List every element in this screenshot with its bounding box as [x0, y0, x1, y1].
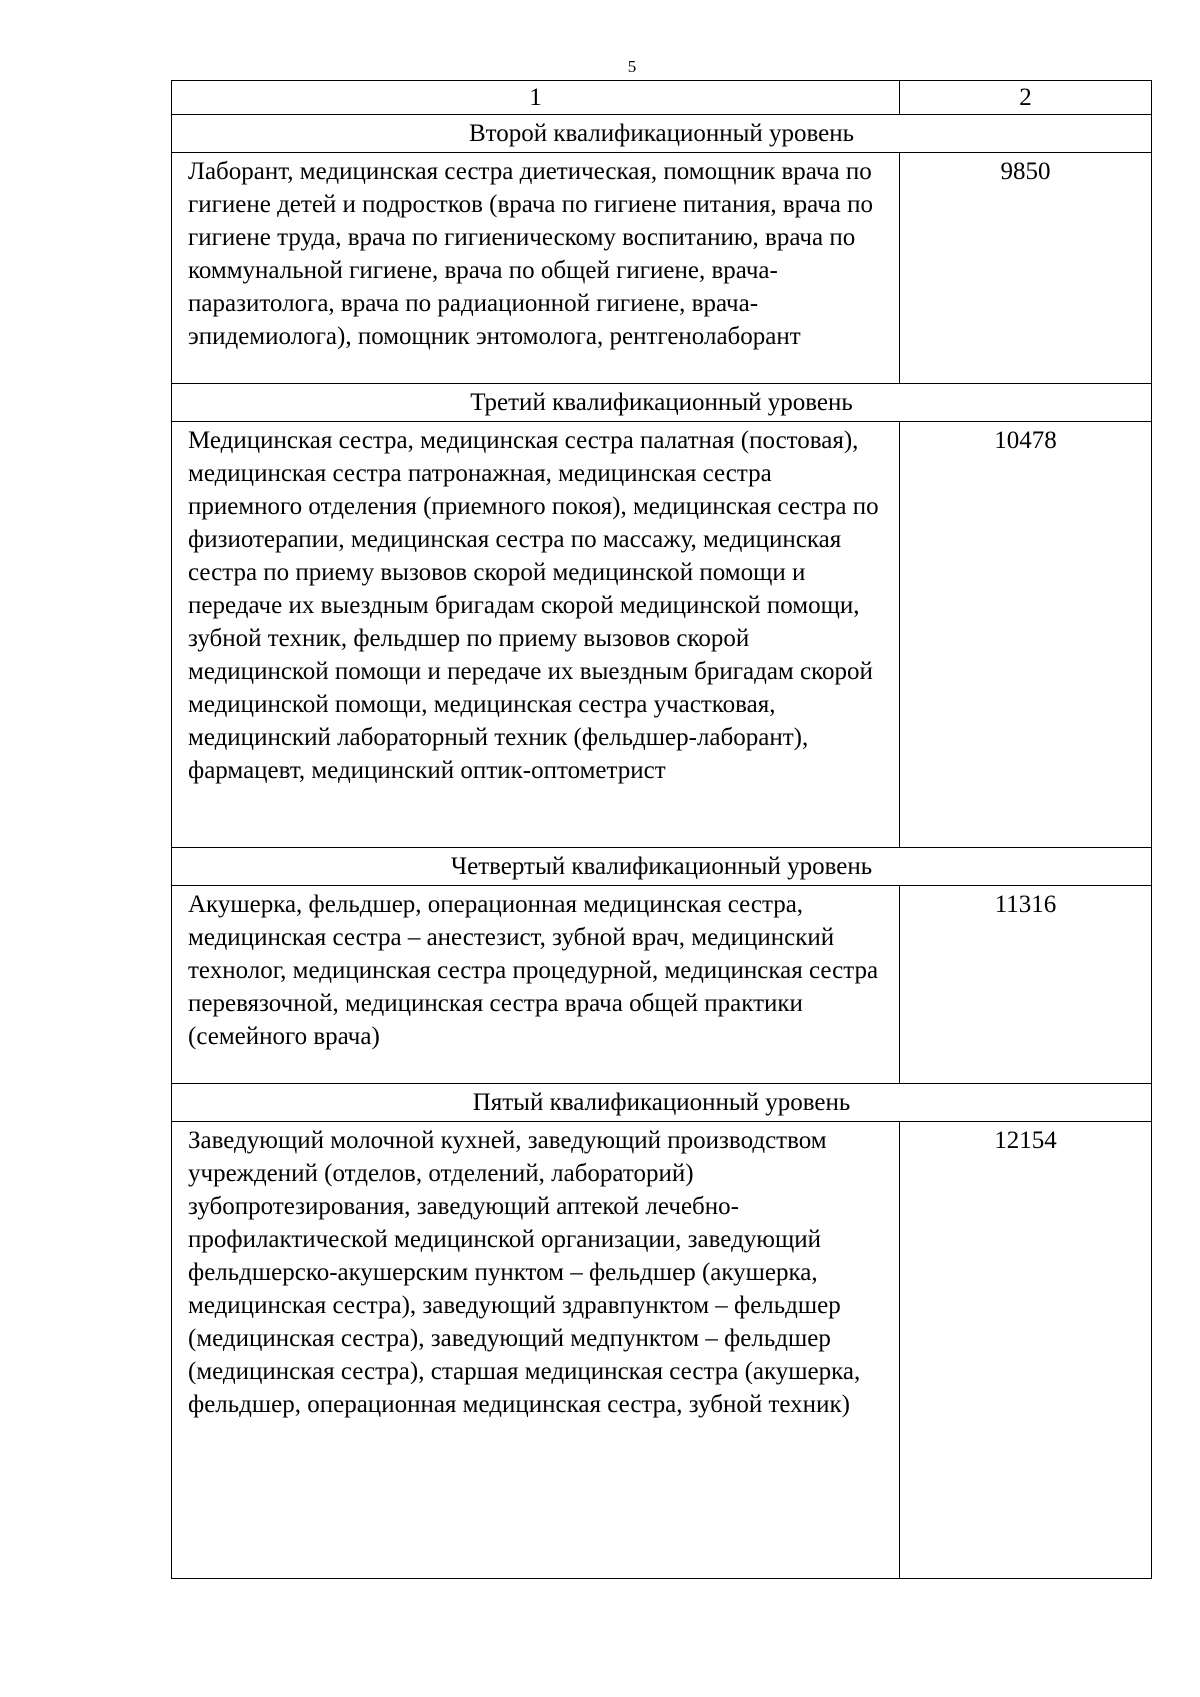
table-row — [172, 1122, 1152, 1579]
salary-cell: 10478 — [900, 422, 1152, 848]
level-heading: Пятый квалификационный уровень — [172, 1084, 1152, 1122]
table-row — [172, 153, 1152, 384]
positions-cell: Лаборант, медицинская сестра диетическая, помощник врача по гигиене детей и подростков (врача по гигиене питания, врача по гигиене труда, врача по гигиеническому воспитанию, врача по коммунальной гигиене, врача по общей гигиене, врача-паразитолога, врача по радиационной гигиене, врача-эпидемиолога), помощник энтомолога, рентгенолаборант — [172, 153, 900, 384]
column-header-1: 1 — [172, 81, 900, 115]
level-heading-row — [172, 848, 1152, 886]
table-row — [172, 886, 1152, 1084]
positions-cell: Медицинская сестра, медицинская сестра палатная (постовая), медицинская сестра патронажная, медицинская сестра приемного отделения (приемного покоя), медицинская сестра по физиотерапии, медицинская сестра по массажу, медицинская сестра по приему вызовов скорой медицинской помощи и передаче их выездным бригадам скорой медицинской помощи, зубной техник, фельдшер по приему вызовов скорой медицинской помощи и передаче их выездным бригадам скорой медицинской помощи, медицинская сестра участковая, медицинский лабораторный техник (фельдшер-лаборант), фармацевт, медицинский оптик-оптометрист — [172, 422, 900, 848]
level-heading: Третий квалификационный уровень — [172, 384, 1152, 422]
table-row — [172, 422, 1152, 848]
salary-cell: 9850 — [900, 153, 1152, 384]
positions-cell: Акушерка, фельдшер, операционная медицинская сестра, медицинская сестра – анестезист, зубной врач, медицинский технолог, медицинская сестра процедурной, медицинская сестра перевязочной, медицинская сестра врача общей практики (семейного врача) — [172, 886, 900, 1084]
level-heading-row — [172, 115, 1152, 153]
positions-cell: Заведующий молочной кухней, заведующий производством учреждений (отделов, отделений, лабораторий) зубопротезирования, заведующий аптекой лечебно-профилактической медицинской организации, заведующий фельдшерско-акушерским пунктом – фельдшер (акушерка, медицинская сестра), заведующий здравпунктом – фельдшер (медицинская сестра), заведующий медпунктом – фельдшер (медицинская сестра), старшая медицинская сестра (акушерка, фельдшер, операционная медицинская сестра, зубной техник) — [172, 1122, 900, 1579]
page-number: 5 — [627, 57, 637, 76]
column-header-2: 2 — [900, 81, 1152, 115]
salary-cell: 11316 — [900, 886, 1152, 1084]
level-heading: Второй квалификационный уровень — [172, 115, 1152, 153]
level-heading-row — [172, 384, 1152, 422]
level-heading: Четвертый квалификационный уровень — [172, 848, 1152, 886]
salary-cell: 12154 — [900, 1122, 1152, 1579]
level-heading-row — [172, 1084, 1152, 1122]
table-header-row — [172, 81, 1152, 115]
qualification-table — [171, 80, 1152, 1579]
